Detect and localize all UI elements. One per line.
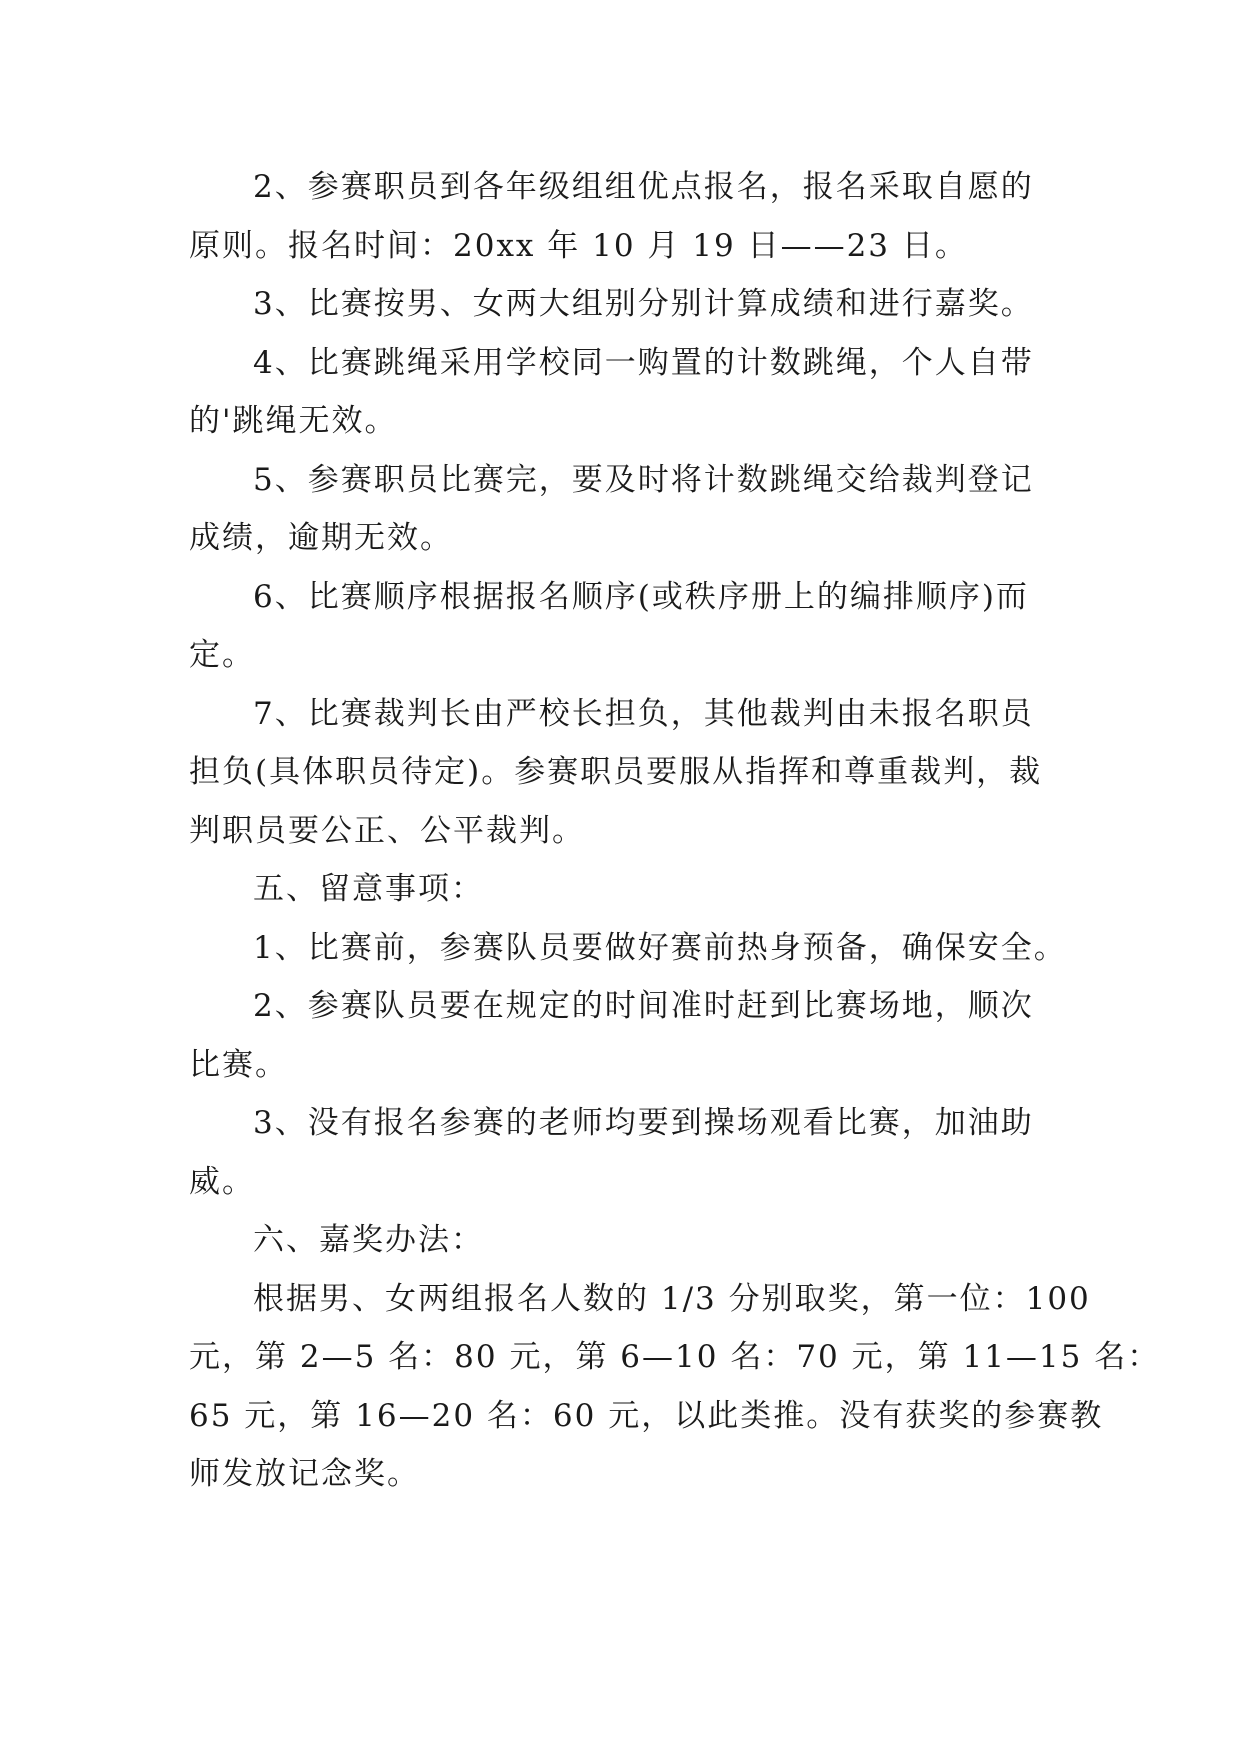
paragraph-registration (189, 158, 1059, 275)
paragraph-awards (189, 1270, 1161, 1504)
text-line: 师发放记念奖。 (189, 1456, 420, 1492)
text-line: 7、比赛裁判长由严校长担负，其他裁判由未报名职员 (253, 695, 1034, 732)
text-line: 定。 (189, 637, 255, 673)
text-line: 元，第 2—5 名：80 元，第 6—10 名：70 元，第 11—15 名： (189, 1339, 1161, 1375)
section-heading-awards (189, 1211, 1059, 1270)
text-line: 1、比赛前，参赛队员要做好赛前热身预备，确保安全。 (253, 929, 1067, 966)
text-line: 6、比赛顺序根据报名顺序(或秩序册上的编排顺序)而 (253, 578, 1029, 615)
text-line: 判职员要公正、公平裁判。 (189, 812, 585, 849)
document-body (189, 158, 1161, 1504)
paragraph-order (189, 568, 1059, 685)
text-line: 担负(具体职员待定)。参赛职员要服从指挥和尊重裁判，裁 (189, 754, 1043, 790)
text-line: 原则。报名时间：20xx 年 10 月 19 日——23 日。 (189, 227, 968, 264)
text-line: 2、参赛队员要在规定的时间准时赶到比赛场地，顺次 (253, 988, 1034, 1024)
paragraph-spectators (189, 1094, 1059, 1211)
paragraph-record (189, 451, 1059, 568)
text-line: 根据男、女两组报名人数的 1/3 分别取奖，第一位：100 (253, 1280, 1091, 1317)
text-line: 3、比赛按男、女两大组别分别计算成绩和进行嘉奖。 (253, 286, 1034, 322)
paragraph-scoring (189, 275, 1059, 334)
section-heading: 五、留意事项： (253, 871, 484, 907)
text-line: 成绩，逾期无效。 (189, 520, 453, 556)
text-line: 的'跳绳无效。 (189, 403, 398, 439)
section-heading: 六、嘉奖办法： (253, 1222, 484, 1258)
paragraph-warmup (189, 919, 1067, 978)
text-line: 比赛。 (189, 1046, 288, 1083)
paragraph-rope (189, 334, 1059, 451)
section-heading-notes (189, 860, 1059, 919)
text-line: 2、参赛职员到各年级组组优点报名，报名采取自愿的 (253, 169, 1034, 205)
text-line: 威。 (189, 1163, 255, 1200)
text-line: 5、参赛职员比赛完，要及时将计数跳绳交给裁判登记 (253, 461, 1034, 498)
paragraph-punctuality (189, 977, 1059, 1094)
text-line: 65 元，第 16—20 名：60 元，以此类推。没有获奖的参赛教 (189, 1397, 1104, 1434)
paragraph-referee (189, 685, 1059, 861)
text-line: 3、没有报名参赛的老师均要到操场观看比赛，加油助 (253, 1105, 1034, 1141)
text-line: 4、比赛跳绳采用学校同一购置的计数跳绳，个人自带 (253, 344, 1034, 381)
